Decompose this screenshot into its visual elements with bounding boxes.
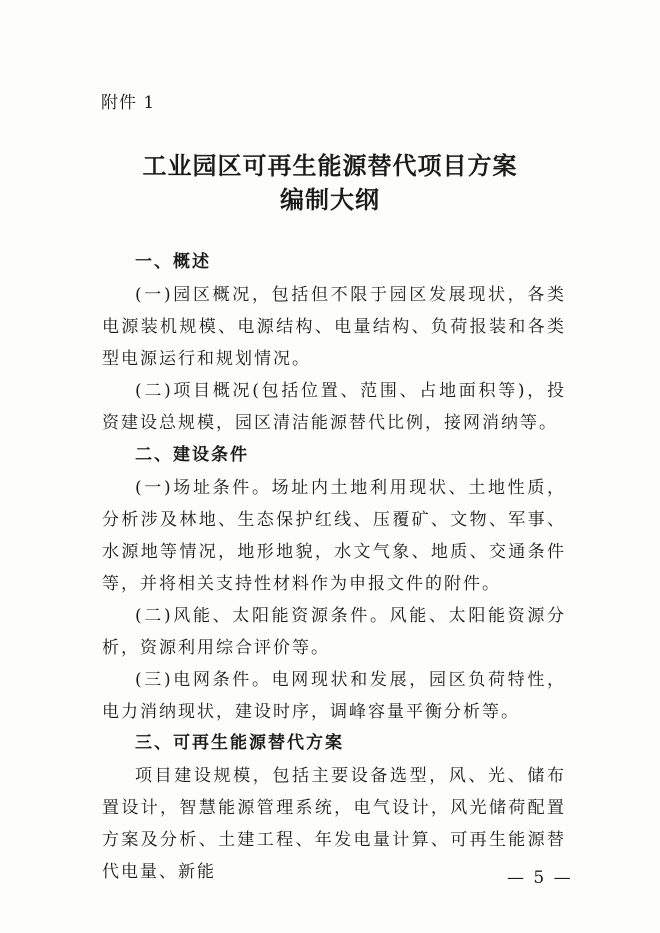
paragraph-project-overview: (二)项目概况(包括位置、范围、占地面积等)，投资建设总规模，园区清洁能源替代比例，接网消纳等。: [102, 381, 566, 433]
document-title-line2: 编制大纲: [280, 185, 380, 214]
page-number: — 5 —: [507, 868, 573, 888]
section-heading-conditions: 二、建设条件: [135, 445, 249, 465]
document-title-line1: 工业园区可再生能源替代项目方案: [142, 151, 518, 180]
paragraph-resource-conditions: (二)风能、太阳能资源条件。风能、太阳能资源分析，资源利用综合评价等。: [102, 606, 566, 658]
paragraph-grid-conditions: (三)电网条件。电网现状和发展，园区负荷特性，电力消纳现状，建设时序，调峰容量平衡分析等。: [102, 670, 566, 722]
paragraph-construction-scale: 项目建设规模，包括主要设备选型，风、光、储布置设计，智慧能源管理系统，电气设计，风光储荷配置方案及分析、土建工程、年发电量计算、可再生能源替代电量、新能: [102, 766, 566, 882]
section-heading-replacement-plan: 三、可再生能源替代方案: [135, 733, 344, 753]
section-heading-overview: 一、概述: [135, 252, 211, 272]
paragraph-site-conditions: (一)场址条件。场址内土地利用现状、土地性质，分析涉及林地、生态保护红线、压覆矿、文物、军事、水源地等情况，地形地貌，水文气象、地质、交通条件等，并将相关支持性材料作为申报文件的附件。: [102, 478, 566, 594]
attachment-label: 附件 1: [101, 93, 156, 113]
paragraph-park-overview: (一)园区概况，包括但不限于园区发展现状，各类电源装机规模、电源结构、电量结构、负荷报装和各类型电源运行和规划情况。: [102, 285, 566, 369]
